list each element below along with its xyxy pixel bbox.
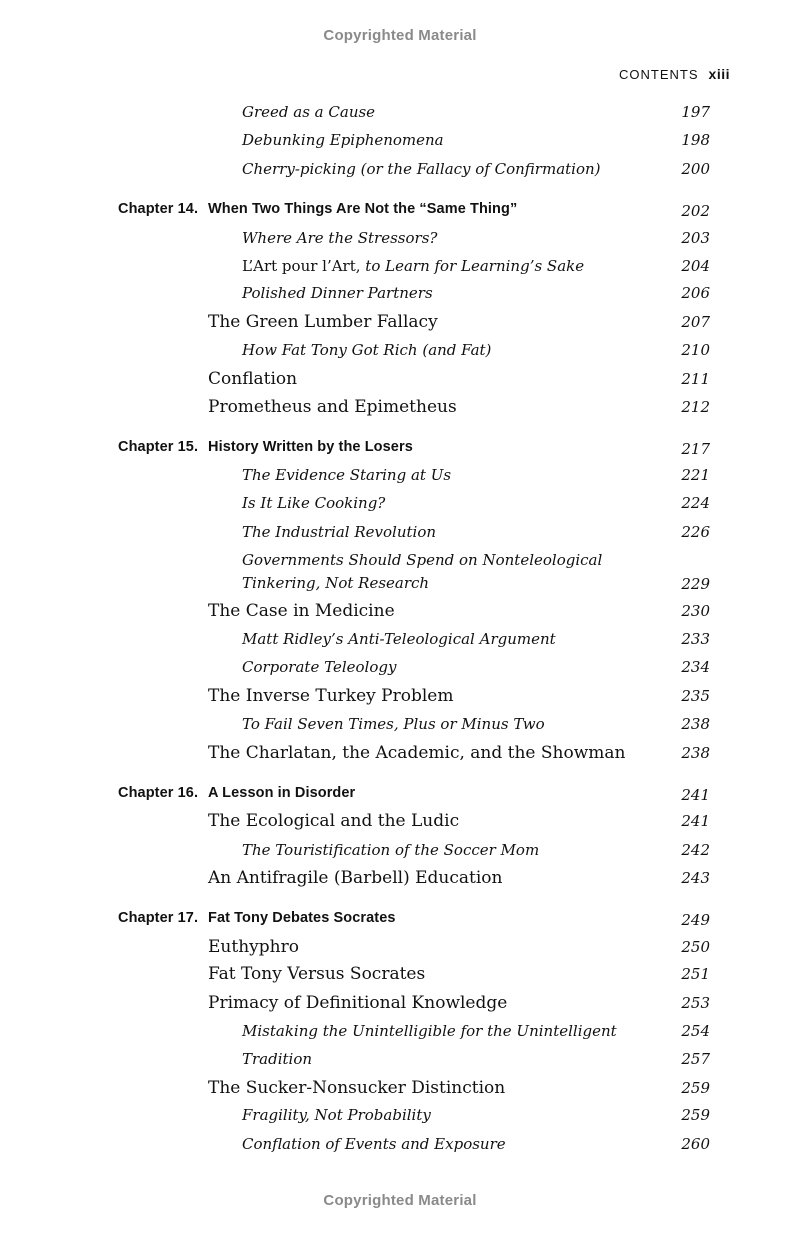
- toc-entry-title: The Charlatan, the Academic, and the Showman: [208, 743, 626, 763]
- toc-entry-title-line1: Governments Should Spend on Nonteleological: [242, 551, 603, 569]
- toc-entry-page: 254: [681, 1022, 710, 1040]
- toc-entry: [0, 160, 800, 186]
- toc-entry-title: Euthyphro: [208, 937, 299, 957]
- toc-entry-page: 226: [681, 523, 710, 541]
- toc-entry-page: 238: [681, 715, 710, 733]
- toc-entry-title: How Fat Tony Got Rich (and Fat): [242, 341, 492, 359]
- toc-section: [0, 743, 800, 769]
- toc-entry-page: 257: [681, 1050, 710, 1068]
- toc-entry-title: An Antifragile (Barbell) Education: [208, 868, 503, 888]
- toc-section: [0, 964, 800, 990]
- chapter-title: Fat Tony Debates Socrates: [208, 910, 396, 926]
- toc-section: [0, 686, 800, 712]
- toc-entry-page: 204: [681, 257, 710, 275]
- toc-entry-title: Prometheus and Epimetheus: [208, 397, 457, 417]
- toc-entry-title: Fat Tony Versus Socrates: [208, 964, 426, 984]
- toc-entry-page: 206: [681, 284, 710, 302]
- chapter-label: Chapter 15.: [118, 439, 199, 455]
- toc-entry-page: 230: [681, 602, 710, 620]
- toc-entry: [0, 551, 800, 599]
- toc-entry-title-italic: to Learn for Learning’s Sake: [360, 257, 585, 275]
- toc-entry-page: 238: [681, 744, 710, 762]
- toc-entry-page: 207: [681, 313, 710, 331]
- toc-entry-page: 198: [681, 131, 710, 149]
- toc-entry-title: The Touristification of the Soccer Mom: [242, 841, 540, 859]
- toc-entry-title: Conflation of Events and Exposure: [242, 1135, 506, 1153]
- toc-entry-page: 243: [681, 869, 710, 887]
- chapter-title: History Written by the Losers: [208, 439, 413, 455]
- toc-entry-title: Polished Dinner Partners: [242, 284, 433, 302]
- chapter-label: Chapter 14.: [118, 201, 199, 217]
- toc-entry: [0, 1050, 800, 1076]
- toc-entry-title: Conflation: [208, 369, 298, 389]
- toc-entry: [0, 1106, 800, 1132]
- toc-entry: [0, 523, 800, 549]
- running-head: [619, 66, 730, 82]
- toc-entry-title: Is It Like Cooking?: [242, 494, 386, 512]
- toc-entry-title: Mistaking the Unintelligible for the Unintelligent: [242, 1022, 617, 1040]
- toc-entry-page: 235: [681, 687, 710, 705]
- page-number: xiii: [708, 66, 730, 82]
- toc-entry-title: Debunking Epiphenomena: [242, 131, 444, 149]
- toc-entry-page: 210: [681, 341, 710, 359]
- toc-entry-page: 202: [681, 202, 710, 220]
- toc-entry-title: Where Are the Stressors?: [242, 229, 438, 247]
- toc-entry: [0, 466, 800, 492]
- toc-entry-title: Greed as a Cause: [242, 103, 376, 121]
- toc-section: [0, 937, 800, 963]
- toc-entry-title: The Inverse Turkey Problem: [208, 686, 454, 706]
- toc-entry-title: Corporate Teleology: [242, 658, 397, 676]
- toc-entry-page: 259: [681, 1106, 710, 1124]
- toc-section: [0, 397, 800, 423]
- toc-entry-page: 200: [681, 160, 710, 178]
- toc-entry-page: 221: [681, 466, 710, 484]
- toc-entry-page: 259: [681, 1079, 710, 1097]
- toc-entry: [0, 131, 800, 157]
- toc-entry-title: To Fail Seven Times, Plus or Minus Two: [242, 715, 545, 733]
- toc-section: [0, 868, 800, 894]
- chapter-title: A Lesson in Disorder: [208, 785, 356, 801]
- toc-entry: [0, 841, 800, 867]
- toc-entry-title: The Sucker-Nonsucker Distinction: [208, 1078, 506, 1098]
- toc-chapter: [0, 910, 800, 936]
- toc-entry-page: 249: [681, 911, 710, 929]
- toc-entry-page: 250: [681, 938, 710, 956]
- toc-entry-title-roman: L’Art pour l’Art,: [242, 257, 361, 275]
- toc-entry-title: The Ecological and the Ludic: [208, 811, 460, 831]
- toc-section: [0, 1078, 800, 1104]
- toc-entry-title: The Industrial Revolution: [242, 523, 437, 541]
- toc-entry: [0, 284, 800, 310]
- toc-entry: [0, 341, 800, 367]
- toc-entry: [0, 715, 800, 741]
- toc-entry-page: 224: [681, 494, 710, 512]
- copyright-watermark-top: Copyrighted Material: [323, 27, 477, 44]
- toc-entry-page: 234: [681, 658, 710, 676]
- toc-entry: [0, 229, 800, 255]
- toc-entry-title: The Evidence Staring at Us: [242, 466, 452, 484]
- toc-entry: [0, 630, 800, 656]
- toc-entry-title: Matt Ridley’s Anti-Teleological Argument: [242, 630, 556, 648]
- toc-entry-page: 203: [681, 229, 710, 247]
- running-head-label: CONTENTS: [619, 67, 699, 82]
- toc-entry: [0, 658, 800, 684]
- copyright-watermark-bottom: Copyrighted Material: [323, 1192, 477, 1209]
- chapter-title: When Two Things Are Not the “Same Thing”: [208, 201, 518, 217]
- toc-entry-page: 211: [681, 370, 710, 388]
- toc-section: [0, 993, 800, 1019]
- toc-entry-page: 260: [681, 1135, 710, 1153]
- toc-entry: [0, 1135, 800, 1161]
- toc-section: [0, 369, 800, 395]
- toc-entry-title: Cherry-picking (or the Fallacy of Confirmation): [242, 160, 601, 178]
- toc-entry-title: Tradition: [242, 1050, 313, 1068]
- toc-entry-page: 233: [681, 630, 710, 648]
- toc-entry-title: Primacy of Definitional Knowledge: [208, 993, 508, 1013]
- toc-entry-page: 197: [681, 103, 710, 121]
- toc-entry-title: The Case in Medicine: [208, 601, 395, 621]
- toc-entry: [0, 1022, 800, 1048]
- toc-section: [0, 312, 800, 338]
- toc-entry-page: 212: [681, 398, 710, 416]
- chapter-label: Chapter 16.: [118, 785, 199, 801]
- toc-section: [0, 601, 800, 627]
- toc-entry-page: 251: [681, 965, 710, 983]
- toc-entry: [0, 494, 800, 520]
- toc-chapter: [0, 785, 800, 811]
- toc-chapter: [0, 439, 800, 465]
- toc-entry: [0, 257, 800, 283]
- toc-entry: [0, 103, 800, 129]
- toc-entry-page: 242: [681, 841, 710, 859]
- toc-entry-title: The Green Lumber Fallacy: [208, 312, 438, 332]
- toc-entry-page: 229: [681, 575, 710, 593]
- toc-entry-title: Fragility, Not Probability: [242, 1106, 431, 1124]
- toc-entry-page: 217: [681, 440, 710, 458]
- toc-entry-page: 241: [681, 812, 710, 830]
- toc-entry-page: 253: [681, 994, 710, 1012]
- toc-entry-page: 241: [681, 786, 710, 804]
- toc-chapter: [0, 201, 800, 227]
- toc-entry-title-line2: Tinkering, Not Research: [242, 574, 430, 592]
- toc-section: [0, 811, 800, 837]
- chapter-label: Chapter 17.: [118, 910, 199, 926]
